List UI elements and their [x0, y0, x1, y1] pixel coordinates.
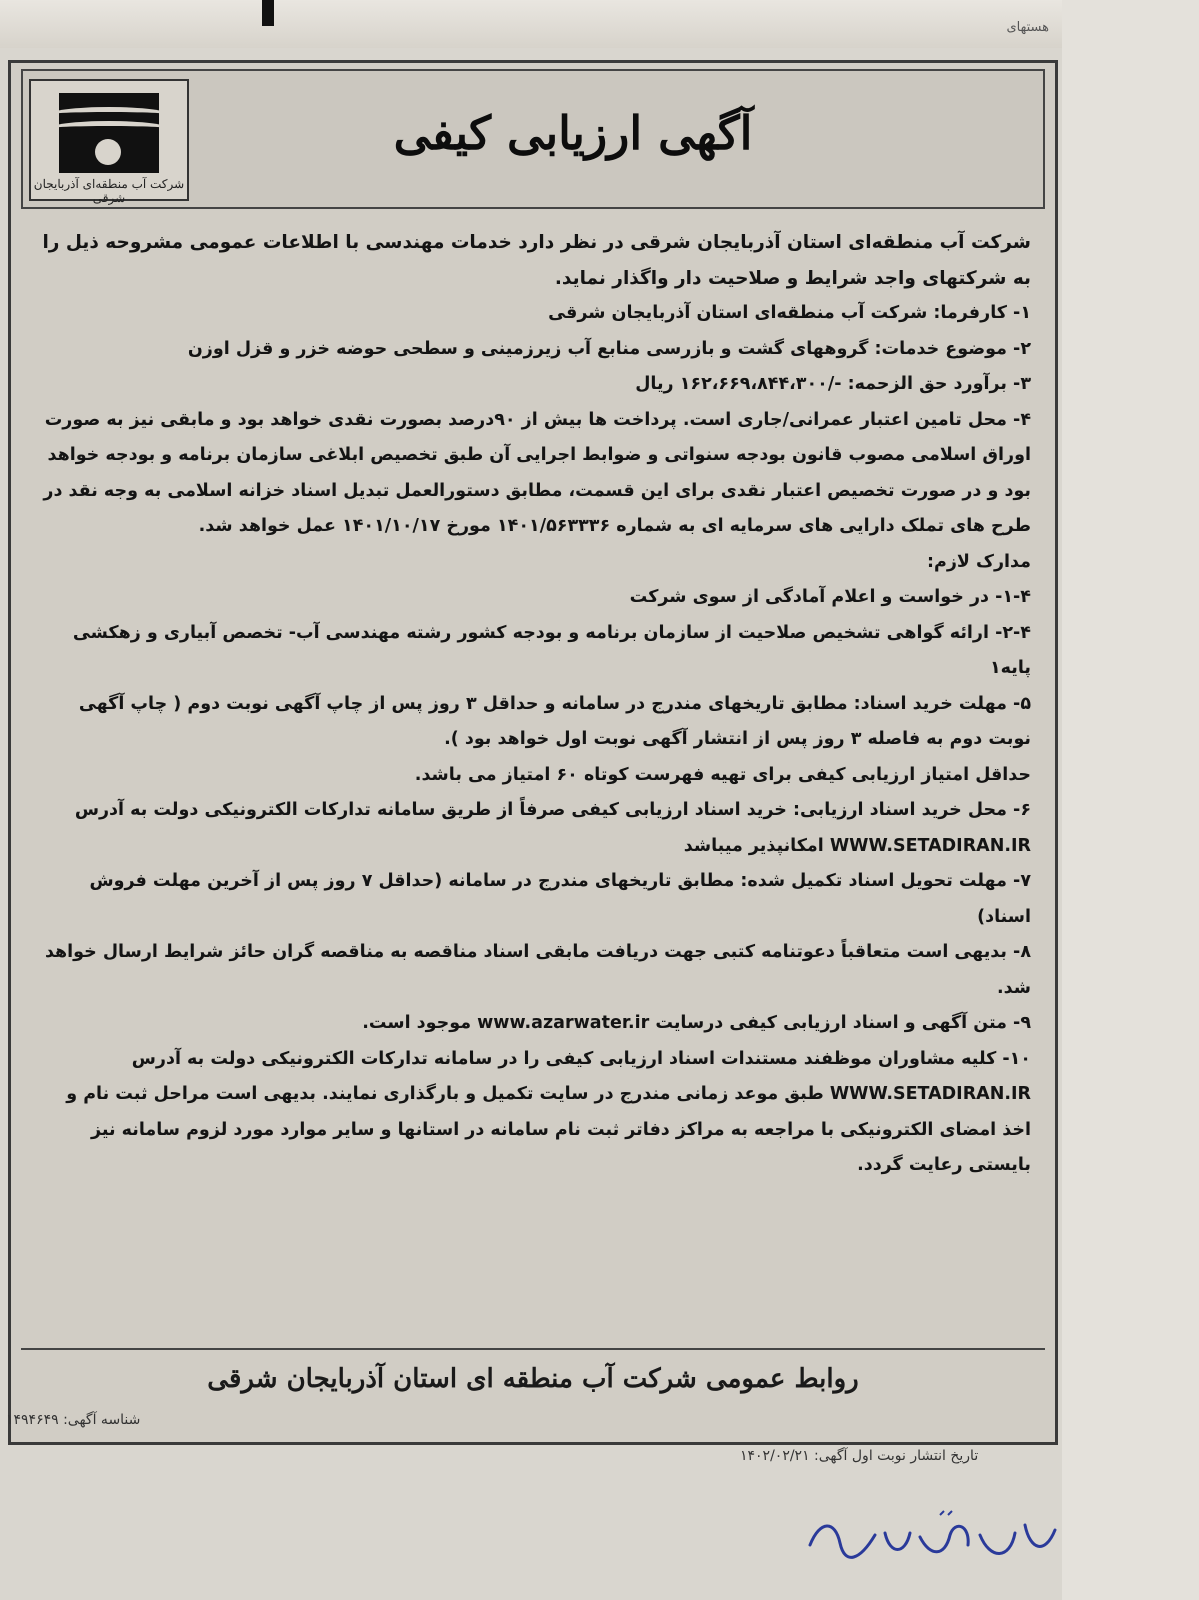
page-top-strip	[0, 0, 1199, 48]
water-wave-icon	[59, 93, 159, 173]
page-margin	[1062, 0, 1199, 1600]
logo-caption: شرکت آب منطقه‌ای آذربایجان شرقی	[33, 177, 185, 205]
header-band	[21, 69, 1045, 209]
handwritten-note	[790, 1505, 1070, 1575]
ink-mark	[262, 0, 274, 26]
publication-date: تاریخ انتشار نوبت اول آگهی: ۱۴۰۲/۰۲/۲۱	[740, 1448, 979, 1464]
ad-id: شناسه آگهی: ۱۴۹۴۶۴۹	[6, 1412, 141, 1428]
announcement-frame	[8, 60, 1058, 1445]
footer-band	[21, 1348, 1045, 1436]
item-10: ۱۰- کلیه مشاوران موظفند مستندات اسناد ارزیابی کیفی را در سامانه تدارکات الکترونیکی دولت به آدرس WWW.SETADIRAN.IR طبق موعد زمانی مندرج در سایت تکمیل و بارگذاری نمایند. بدیهی است مراحل ثبت نام و اخذ امضای الکترونیکی با مراجعه به مراکز دفاتر ثبت نام سامانه در استانها و سایر موارد مورد لزوم سامانه نیز بایستی رعایت گردد.	[66, 1048, 1031, 1175]
item-4: ۴- محل تامین اعتبار عمرانی/جاری است. پرداخت ها بیش از ۹۰درصد بصورت نقدی خواهد بود و مابقی نیز به صورت اوراق اسلامی مصوب قانون بودجه سنواتی و ضوابط اجرایی آن طبق تخصیص ابلاغی سازمان برنامه و بودجه خواهد بود و در صورت تخصیص اعتبار نقدی برای این قسمت، مطابق دستورالعمل تبدیل اسناد خزانه اسلامی به وجه نقد در طرح های تملک دارایی های سرمایه ای به شماره ۱۴۰۱/۵۶۳۳۳۶ مورخ ۱۴۰۱/۱۰/۱۷ عمل خواهد شد.	[43, 409, 1031, 536]
corner-text: هستهای	[1006, 20, 1049, 35]
item-3: ۳- برآورد حق الزحمه: -/۱۶۲،۶۶۹،۸۴۴،۳۰۰ ریال	[635, 374, 1031, 394]
item-8: ۸- بدیهی است متعاقباً دعوتنامه کتبی جهت دریافت مابقی اسناد مناقصه به مناقصه گران حائز شرایط ارسال خواهد شد.	[44, 942, 1031, 998]
announcement-body	[41, 225, 1031, 1184]
item-4-2: ۲-۴- ارائه گواهی تشخیص صلاحیت از سازمان برنامه و بودجه کشور رشته مهندسی آب- تخصص آبیاری و زهکشی پایه۱	[72, 622, 1031, 678]
announcement-title: آگهی ارزیابی کیفی	[393, 106, 753, 160]
item-2: ۲- موضوع خدمات: گروههای گشت و بازرسی منابع آب زیرزمینی و سطحی حوضه خزر و قزل اوزن	[187, 338, 1031, 359]
company-logo	[29, 79, 189, 205]
item-9: ۹- متن آگهی و اسناد ارزیابی کیفی درسایت www.azarwater.ir موجود است.	[362, 1013, 1031, 1033]
item-1: ۱- کارفرما: شرکت آب منطقه‌ای استان آذربایجان شرقی	[548, 303, 1031, 323]
item-7: ۷- مهلت تحویل اسناد تکمیل شده: مطابق تاریخهای مندرج در سامانه (حداقل ۷ روز پس از آخرین مهلت فروش اسناد)	[89, 871, 1031, 927]
item-6: ۶- محل خرید اسناد ارزیابی: خرید اسناد ارزیابی کیفی صرفاً از طریق سامانه تدارکات الکترونیکی دولت به آدرس WWW.SETADIRAN.IR امکانپذیر میباشد	[74, 800, 1031, 856]
public-relations-signature: روابط عمومی شرکت آب منطقه ای استان آذربایجان شرقی	[207, 1364, 859, 1394]
intro-paragraph: شرکت آب منطقه‌ای استان آذربایجان شرقی در نظر دارد خدمات مهندسی با اطلاعات عمومی مشروحه ذیل را به شرکتهای واجد شرایط و صلاحیت دار واگذار نماید.	[42, 232, 1031, 289]
item-5: ۵- مهلت خرید اسناد: مطابق تاریخهای مندرج در سامانه و حداقل ۳ روز پس از چاپ آگهی نوبت دوم ( چاپ آگهی نوبت دوم به فاصله ۳ روز پس از انتشار آگهی نوبت اول خواهد بود ).	[78, 693, 1031, 749]
required-docs-heading: مدارک لازم:	[927, 551, 1031, 572]
min-score-note: حداقل امتیاز ارزیابی کیفی برای تهیه فهرست کوتاه ۶۰ امتیاز می باشد.	[414, 764, 1031, 785]
item-4-1: ۱-۴- در خواست و اعلام آمادگی از سوی شرکت	[629, 587, 1031, 607]
